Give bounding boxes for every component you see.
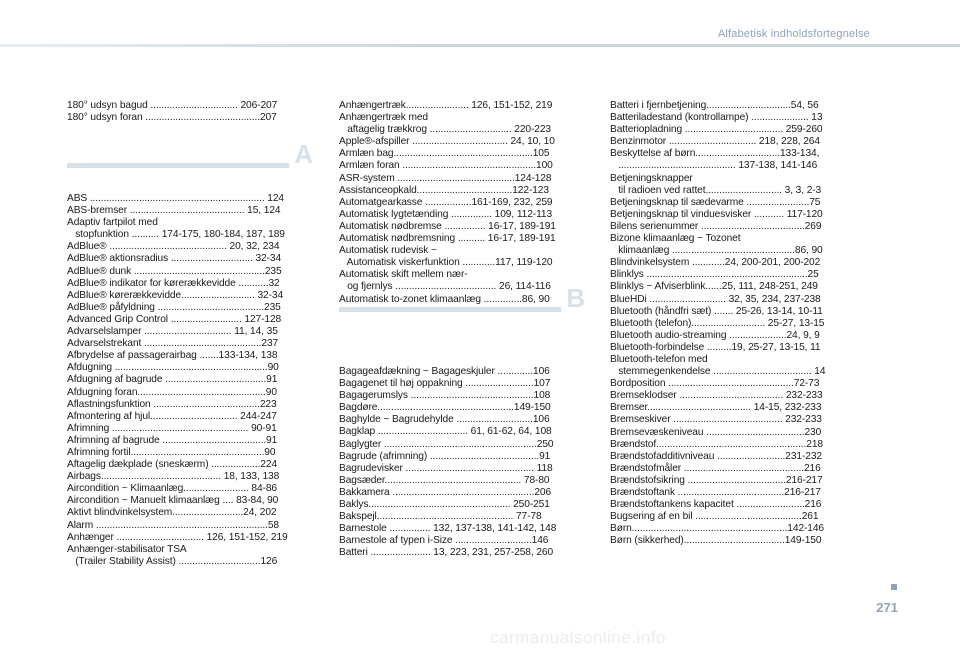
index-entry[interactable]: klimaanlæg .............................................86, 90	[610, 245, 823, 257]
index-entry[interactable]: Benzinmotor ................................ 218, 228, 264	[610, 136, 820, 148]
index-entry[interactable]: ........................................... 137-138, 141-146	[610, 160, 818, 172]
index-entry[interactable]: og fjernlys ..................................... 26, 114-116	[339, 281, 551, 293]
index-entry[interactable]: Afdugning ........................................................90	[67, 362, 279, 374]
index-entry[interactable]: Bagsæder.................................................. 78-80	[339, 474, 550, 486]
index-entry[interactable]: Bordposition ..............................................72-73	[610, 378, 820, 390]
index-entry[interactable]: Automatgearkasse .................161-169, 232, 259	[339, 196, 553, 208]
index-entry[interactable]: Afbrydelse af passagerairbag .......133-134, 138	[67, 350, 278, 362]
entry-block	[339, 100, 589, 313]
section-header-a	[67, 139, 317, 182]
index-entry[interactable]: til radioen ved rattet............................ 3, 3, 2-3	[610, 184, 822, 196]
entry-block	[339, 366, 589, 560]
index-entry[interactable]: Airbags............................................ 18, 133, 138	[67, 471, 280, 483]
index-entry[interactable]: Armlæn bag...................................................105	[339, 148, 550, 160]
index-entry[interactable]: (Trailer Stability Assist) ..............................126	[67, 555, 278, 567]
index-entry[interactable]: Advarselstrekant ...........................................237	[67, 338, 279, 350]
index-entry[interactable]: Brændstofmåler ............................................216	[610, 462, 821, 474]
index-entry[interactable]: Batteriladestand (kontrollampe) ..................... 13	[610, 112, 823, 124]
index-entry[interactable]: Bagrude (afrimning) ........................................91	[339, 450, 551, 462]
index-entry[interactable]: Brændstoftank .......................................216-217	[610, 487, 821, 498]
index-entry[interactable]: Beskyttelse af børn...............................133-134,	[610, 148, 820, 160]
index-entry[interactable]: AdBlue® ........................................... 20, 32, 234	[67, 241, 280, 253]
index-entry[interactable]: Brændstof.......................................................218	[610, 438, 823, 450]
index-entry[interactable]: Armlæn foran .................................................100	[339, 160, 553, 172]
index-entry[interactable]: Advanced Grip Control .......................... 127-128	[67, 313, 282, 325]
index-entry[interactable]: Bilens serienummer ......................................269	[610, 220, 822, 232]
index-entry[interactable]: Bizone klimaanlæg ~ Tozonet	[610, 233, 741, 245]
index-entry[interactable]: Anhængertræk med	[339, 112, 428, 124]
index-entry[interactable]: Aircondition ~ Manuelt klimaanlæg .... 83-84, 90	[67, 495, 279, 507]
index-entry[interactable]: AdBlue® aktionsradius .............................. 32-34	[67, 253, 282, 265]
entry-block	[610, 100, 860, 547]
index-entry[interactable]: aftagelig trækkrog .............................. 220-223	[339, 124, 551, 136]
index-entry[interactable]: Afrimning af bagrude ......................................91	[67, 434, 278, 446]
index-entry[interactable]: Bagageafdækning ~ Bagageskjuler .............106	[339, 366, 550, 377]
index-entry[interactable]: AdBlue® påfyldning .......................................235	[67, 301, 281, 313]
index-entry[interactable]: Bremsevæskeniveau ....................................230	[610, 426, 822, 438]
index-entry[interactable]: ABS-bremser .......................................... 15, 124	[67, 205, 281, 217]
index-entry[interactable]: Batteriopladning .................................... 259-260	[610, 124, 823, 136]
section-rule	[67, 163, 289, 168]
index-entry[interactable]: Blinklys ~ Afviserblink......25, 111, 248-251, 249	[610, 281, 818, 293]
index-entry[interactable]: Aftagelig dækplade (sneskærm) ..................224	[67, 459, 278, 471]
index-entry[interactable]: Bagrudevisker ............................................... 118	[339, 462, 553, 474]
index-entry[interactable]: Automatisk skift mellem nær-	[339, 269, 468, 281]
index-entry[interactable]: Bakkamera ....................................................206	[339, 486, 552, 498]
index-entry[interactable]: Baglygter ........................................................250	[339, 438, 554, 450]
index-entry[interactable]: Baklys.................................................... 250-251	[339, 499, 550, 511]
index-entry[interactable]: Assistanceopkald...................................122-123	[339, 184, 549, 196]
index-entry[interactable]: Barnestole af typen i-Size ............................146	[339, 535, 549, 547]
index-entry[interactable]: Brændstofsikring ....................................216-217	[610, 474, 823, 486]
index-entry[interactable]: Automatisk rudevisk ~	[339, 245, 437, 257]
index-entry[interactable]: Automatisk viskerfunktion ............117, 119-120	[339, 257, 553, 269]
index-entry[interactable]: Aflastningsfunktion .......................................223	[67, 398, 277, 410]
index-entry[interactable]: Bagagenet til høj oppakning .........................107	[339, 378, 551, 390]
index-entry[interactable]: Bagdøre..................................................149-150	[339, 402, 551, 414]
index-entry[interactable]: 180° udsyn foran ..........................................207	[67, 112, 277, 124]
index-entry[interactable]: Automatisk nødbremse ............... 16-17, 189-191	[339, 220, 556, 232]
index-entry[interactable]: Barnestole ............... 132, 137-138, 141-142, 148	[339, 523, 557, 535]
index-entry[interactable]: stemmegenkendelse .................................... 14	[610, 366, 826, 378]
index-entry[interactable]: Bagklap ................................. 61, 61-62, 64, 108	[339, 426, 552, 438]
index-entry[interactable]: Bluetooth-telefon med	[610, 353, 708, 365]
index-entry[interactable]: Automatisk nødbremsning .......... 16-17, 189-191	[339, 233, 556, 245]
index-entry[interactable]: Børn.........................................................142-146	[610, 523, 824, 535]
index-entry[interactable]: AdBlue® indikator for kørerækkevidde ...........32	[67, 277, 280, 289]
index-entry[interactable]: Anhængertræk....................... 126, 151-152, 219	[339, 100, 553, 111]
index-entry[interactable]: Afdugning foran...............................................90	[67, 386, 277, 398]
index-entry[interactable]: Batteri ...................... 13, 223, 231, 257-258, 260	[339, 547, 554, 559]
index-entry[interactable]: Aircondition ~ Klimaanlæg........................ 84-86	[67, 483, 277, 495]
index-entry[interactable]: Blinklys ...........................................................25	[610, 269, 819, 281]
section-rule	[339, 307, 561, 312]
index-entry[interactable]: Afmontering af hjul................................ 244-247	[67, 410, 277, 422]
index-entry[interactable]: Blindvinkelsystem ............24, 200-201, 200-202	[610, 257, 821, 269]
index-entry[interactable]: Bluetooth-forbindelse .........19, 25-27, 13-15, 11	[610, 341, 821, 353]
index-entry[interactable]: Bremseskiver ........................................ 232-233	[610, 414, 822, 426]
index-entry[interactable]: Bugsering af en bil .......................................261	[610, 511, 819, 523]
index-entry[interactable]: Advarselslamper ................................ 11, 14, 35	[67, 326, 278, 338]
index-entry[interactable]: Bagagerumslys .............................................108	[339, 390, 551, 402]
index-entry[interactable]: Anhænger ................................ 126, 151-152, 219	[67, 531, 288, 543]
page-number: 271	[876, 600, 898, 615]
watermark: carmanualsonline.info	[490, 628, 666, 647]
index-entry[interactable]: Bakspejl.................................................. 77-78	[339, 511, 542, 523]
index-entry[interactable]: Baghylde ~ Bagrudehylde ............................106	[339, 414, 550, 426]
index-entry[interactable]: BlueHDi ............................ 32, 35, 234, 237-238	[610, 293, 821, 305]
index-entry[interactable]: Apple®-afspiller ................................... 24, 10, 10	[339, 136, 555, 148]
index-entry[interactable]: Bluetooth (håndfri sæt) ....... 25-26, 13-14, 10-11	[610, 305, 823, 317]
index-entry[interactable]: Bremseklodser ...................................... 232-233	[610, 390, 823, 402]
index-entry[interactable]: Brændstofadditivniveau .........................231-232	[610, 450, 822, 462]
index-entry[interactable]: Alarm ...............................................................58	[67, 519, 279, 531]
header-band-gradient	[0, 44, 420, 47]
index-entry[interactable]: Bluetooth audio-streaming .....................24, 9, 9	[610, 329, 820, 341]
index-entry[interactable]: Børn (sikkerhed).....................................149-150	[610, 535, 822, 547]
page-title: Alfabetisk indholdsfortegnelse	[717, 28, 870, 40]
index-entry[interactable]: Adaptiv fartpilot med	[67, 217, 158, 229]
index-entry[interactable]: Bluetooth (telefon)........................... 25-27, 13-15	[610, 317, 825, 329]
index-entry[interactable]: Betjeningsknapper	[610, 172, 693, 184]
index-entry[interactable]: AdBlue® dunk ................................................235	[67, 265, 282, 277]
entry-block	[67, 193, 317, 568]
page-marker	[891, 584, 897, 590]
index-entry[interactable]: Anhænger-stabilisator TSA	[67, 543, 187, 555]
index-entry[interactable]: Afdugning af bagrude .....................................91	[67, 374, 278, 386]
index-entry[interactable]: Betjeningsknap til sædevarme .......................75	[610, 196, 821, 208]
index-entry[interactable]: Aktivt blindvinkelsystem..........................24, 202	[67, 507, 277, 519]
entry-block	[67, 100, 317, 124]
index-entry[interactable]: Automatisk lygtetænding ............... 109, 112-113	[339, 208, 553, 220]
index-entry[interactable]: Betjeningsknap til vinduesvisker ........... 117-120	[610, 208, 823, 220]
section-letter: B	[566, 283, 585, 313]
index-entry[interactable]: ASR-system ...........................................124-128	[339, 172, 552, 184]
index-entry[interactable]: Batteri i fjernbetjening...............................54, 56	[610, 100, 819, 111]
index-entry[interactable]: ABS ................................................................ 124	[67, 193, 284, 204]
index-entry[interactable]: Brændstoftankens kapacitet .........................216	[610, 499, 822, 511]
index-entry[interactable]: 180° udsyn bagud ................................ 206-207	[67, 100, 278, 111]
index-entry[interactable]: Automatisk to-zonet klimaanlæg ..............86, 90	[339, 293, 550, 305]
section-letter: A	[294, 139, 313, 169]
index-entry[interactable]: Afrimning .................................................. 90-91	[67, 422, 277, 434]
index-entry[interactable]: Bremser...................................... 14-15, 232-233	[610, 402, 822, 414]
index-entry[interactable]: AdBlue® kørerækkevidde........................... 32-34	[67, 289, 284, 301]
index-entry[interactable]: stopfunktion .......... 174-175, 180-184, 187, 189	[67, 229, 285, 241]
index-entry[interactable]: Afrimning fortil.................................................90	[67, 446, 276, 458]
